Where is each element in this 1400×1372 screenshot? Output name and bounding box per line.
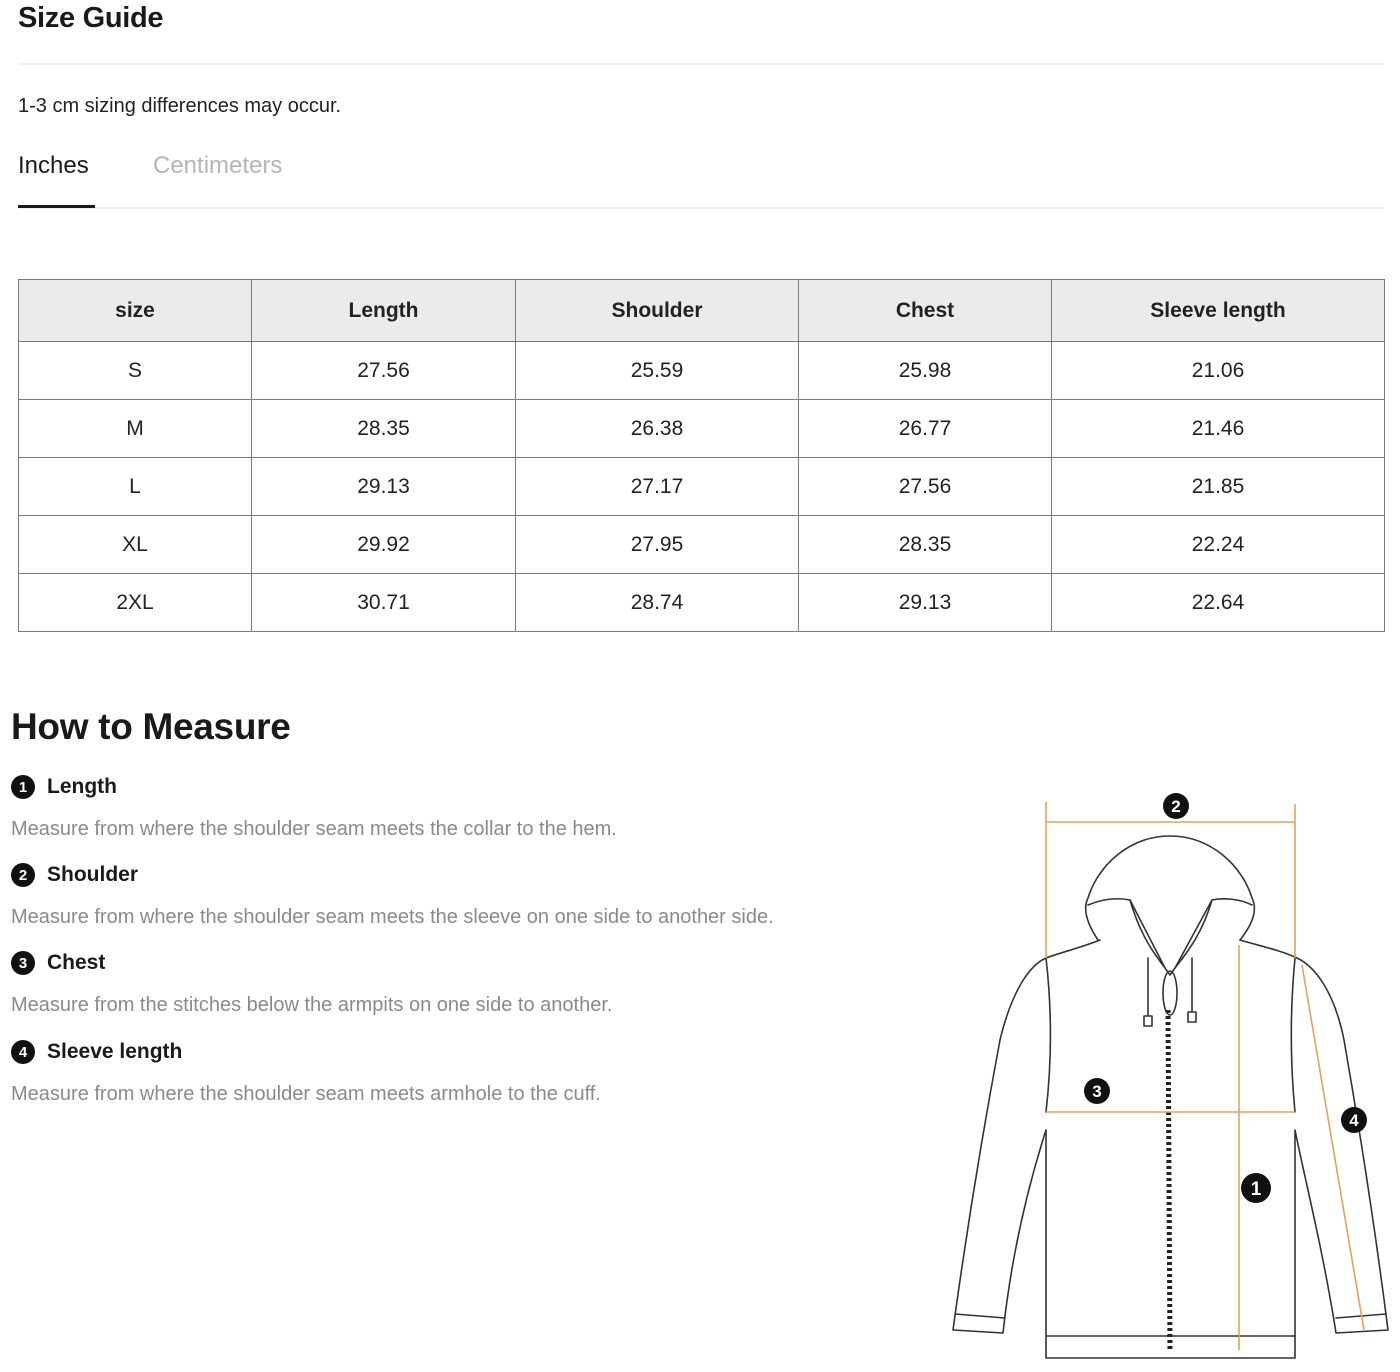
table-cell: 22.64 (1052, 574, 1385, 632)
hoodie-outline (953, 836, 1388, 1358)
table-cell: 21.46 (1052, 400, 1385, 458)
table-cell: 25.59 (516, 342, 799, 400)
marker-label: 2 (1171, 797, 1181, 816)
measure-label: Sleeve length (47, 1040, 183, 1063)
table-row (19, 458, 1385, 516)
table-cell: 28.35 (252, 400, 516, 458)
measure-item-length (11, 775, 617, 841)
measure-description: Measure from where the shoulder seam meets the collar to the hem. (11, 818, 617, 840)
table-cell: 28.35 (799, 516, 1052, 574)
size-table (18, 279, 1385, 632)
table-cell: 29.92 (252, 516, 516, 574)
table-row (19, 574, 1385, 632)
measure-item-chest (11, 951, 612, 1017)
hoodie-measurement-diagram (930, 780, 1390, 1365)
column-header: Shoulder (516, 280, 799, 342)
table-cell: S (19, 342, 252, 400)
number-four-icon: 4 (11, 1040, 35, 1064)
measure-item-sleeve-length (11, 1040, 601, 1106)
sizing-note: 1-3 cm sizing differences may occur. (18, 95, 342, 117)
divider (18, 63, 1384, 65)
measure-label: Chest (47, 951, 106, 974)
measure-description: Measure from where the shoulder seam meets armhole to the cuff. (11, 1083, 601, 1105)
table-cell: XL (19, 516, 252, 574)
table-cell: 29.13 (252, 458, 516, 516)
zipper (1168, 1010, 1170, 1352)
marker-shoulder-icon (1163, 793, 1189, 819)
tab-divider (18, 207, 1384, 209)
table-cell: 27.95 (516, 516, 799, 574)
marker-sleeve-length-icon (1341, 1107, 1367, 1133)
active-tab-indicator (18, 205, 95, 208)
marker-length-icon (1241, 1173, 1271, 1203)
marker-label: 1 (1250, 1179, 1262, 1200)
table-row (19, 516, 1385, 574)
measure-description: Measure from the stitches below the armpits on one side to another. (11, 994, 613, 1016)
tab-inches[interactable]: Inches (18, 152, 89, 179)
table-cell: 25.98 (799, 342, 1052, 400)
measure-item-shoulder (11, 863, 774, 929)
page-title: Size Guide (18, 2, 164, 34)
table-cell: M (19, 400, 252, 458)
table-cell: 2XL (19, 574, 252, 632)
tab-centimeters[interactable]: Centimeters (153, 152, 283, 179)
table-cell: 26.38 (516, 400, 799, 458)
table-cell: 22.24 (1052, 516, 1385, 574)
marker-label: 4 (1349, 1111, 1359, 1130)
table-cell: 21.06 (1052, 342, 1385, 400)
column-header: Length (252, 280, 516, 342)
table-cell: L (19, 458, 252, 516)
table-row (19, 400, 1385, 458)
measure-label: Length (47, 775, 117, 798)
table-header-row (19, 280, 1385, 342)
table-cell: 21.85 (1052, 458, 1385, 516)
number-two-icon: 2 (11, 863, 35, 887)
column-header: Sleeve length (1052, 280, 1385, 342)
marker-chest-icon (1084, 1078, 1110, 1104)
table-cell: 30.71 (252, 574, 516, 632)
table-row (19, 342, 1385, 400)
table-cell: 26.77 (799, 400, 1052, 458)
column-header: size (19, 280, 252, 342)
table-cell: 27.56 (252, 342, 516, 400)
how-to-measure-title: How to Measure (11, 706, 291, 747)
table-cell: 27.56 (799, 458, 1052, 516)
table-cell: 27.17 (516, 458, 799, 516)
column-header: Chest (799, 280, 1052, 342)
measure-label: Shoulder (47, 863, 139, 886)
number-three-icon: 3 (11, 951, 35, 975)
marker-label: 3 (1092, 1082, 1102, 1101)
number-one-icon: 1 (11, 775, 35, 799)
table-cell: 29.13 (799, 574, 1052, 632)
table-cell: 28.74 (516, 574, 799, 632)
measure-description: Measure from where the shoulder seam meets the sleeve on one side to another side. (11, 906, 774, 928)
